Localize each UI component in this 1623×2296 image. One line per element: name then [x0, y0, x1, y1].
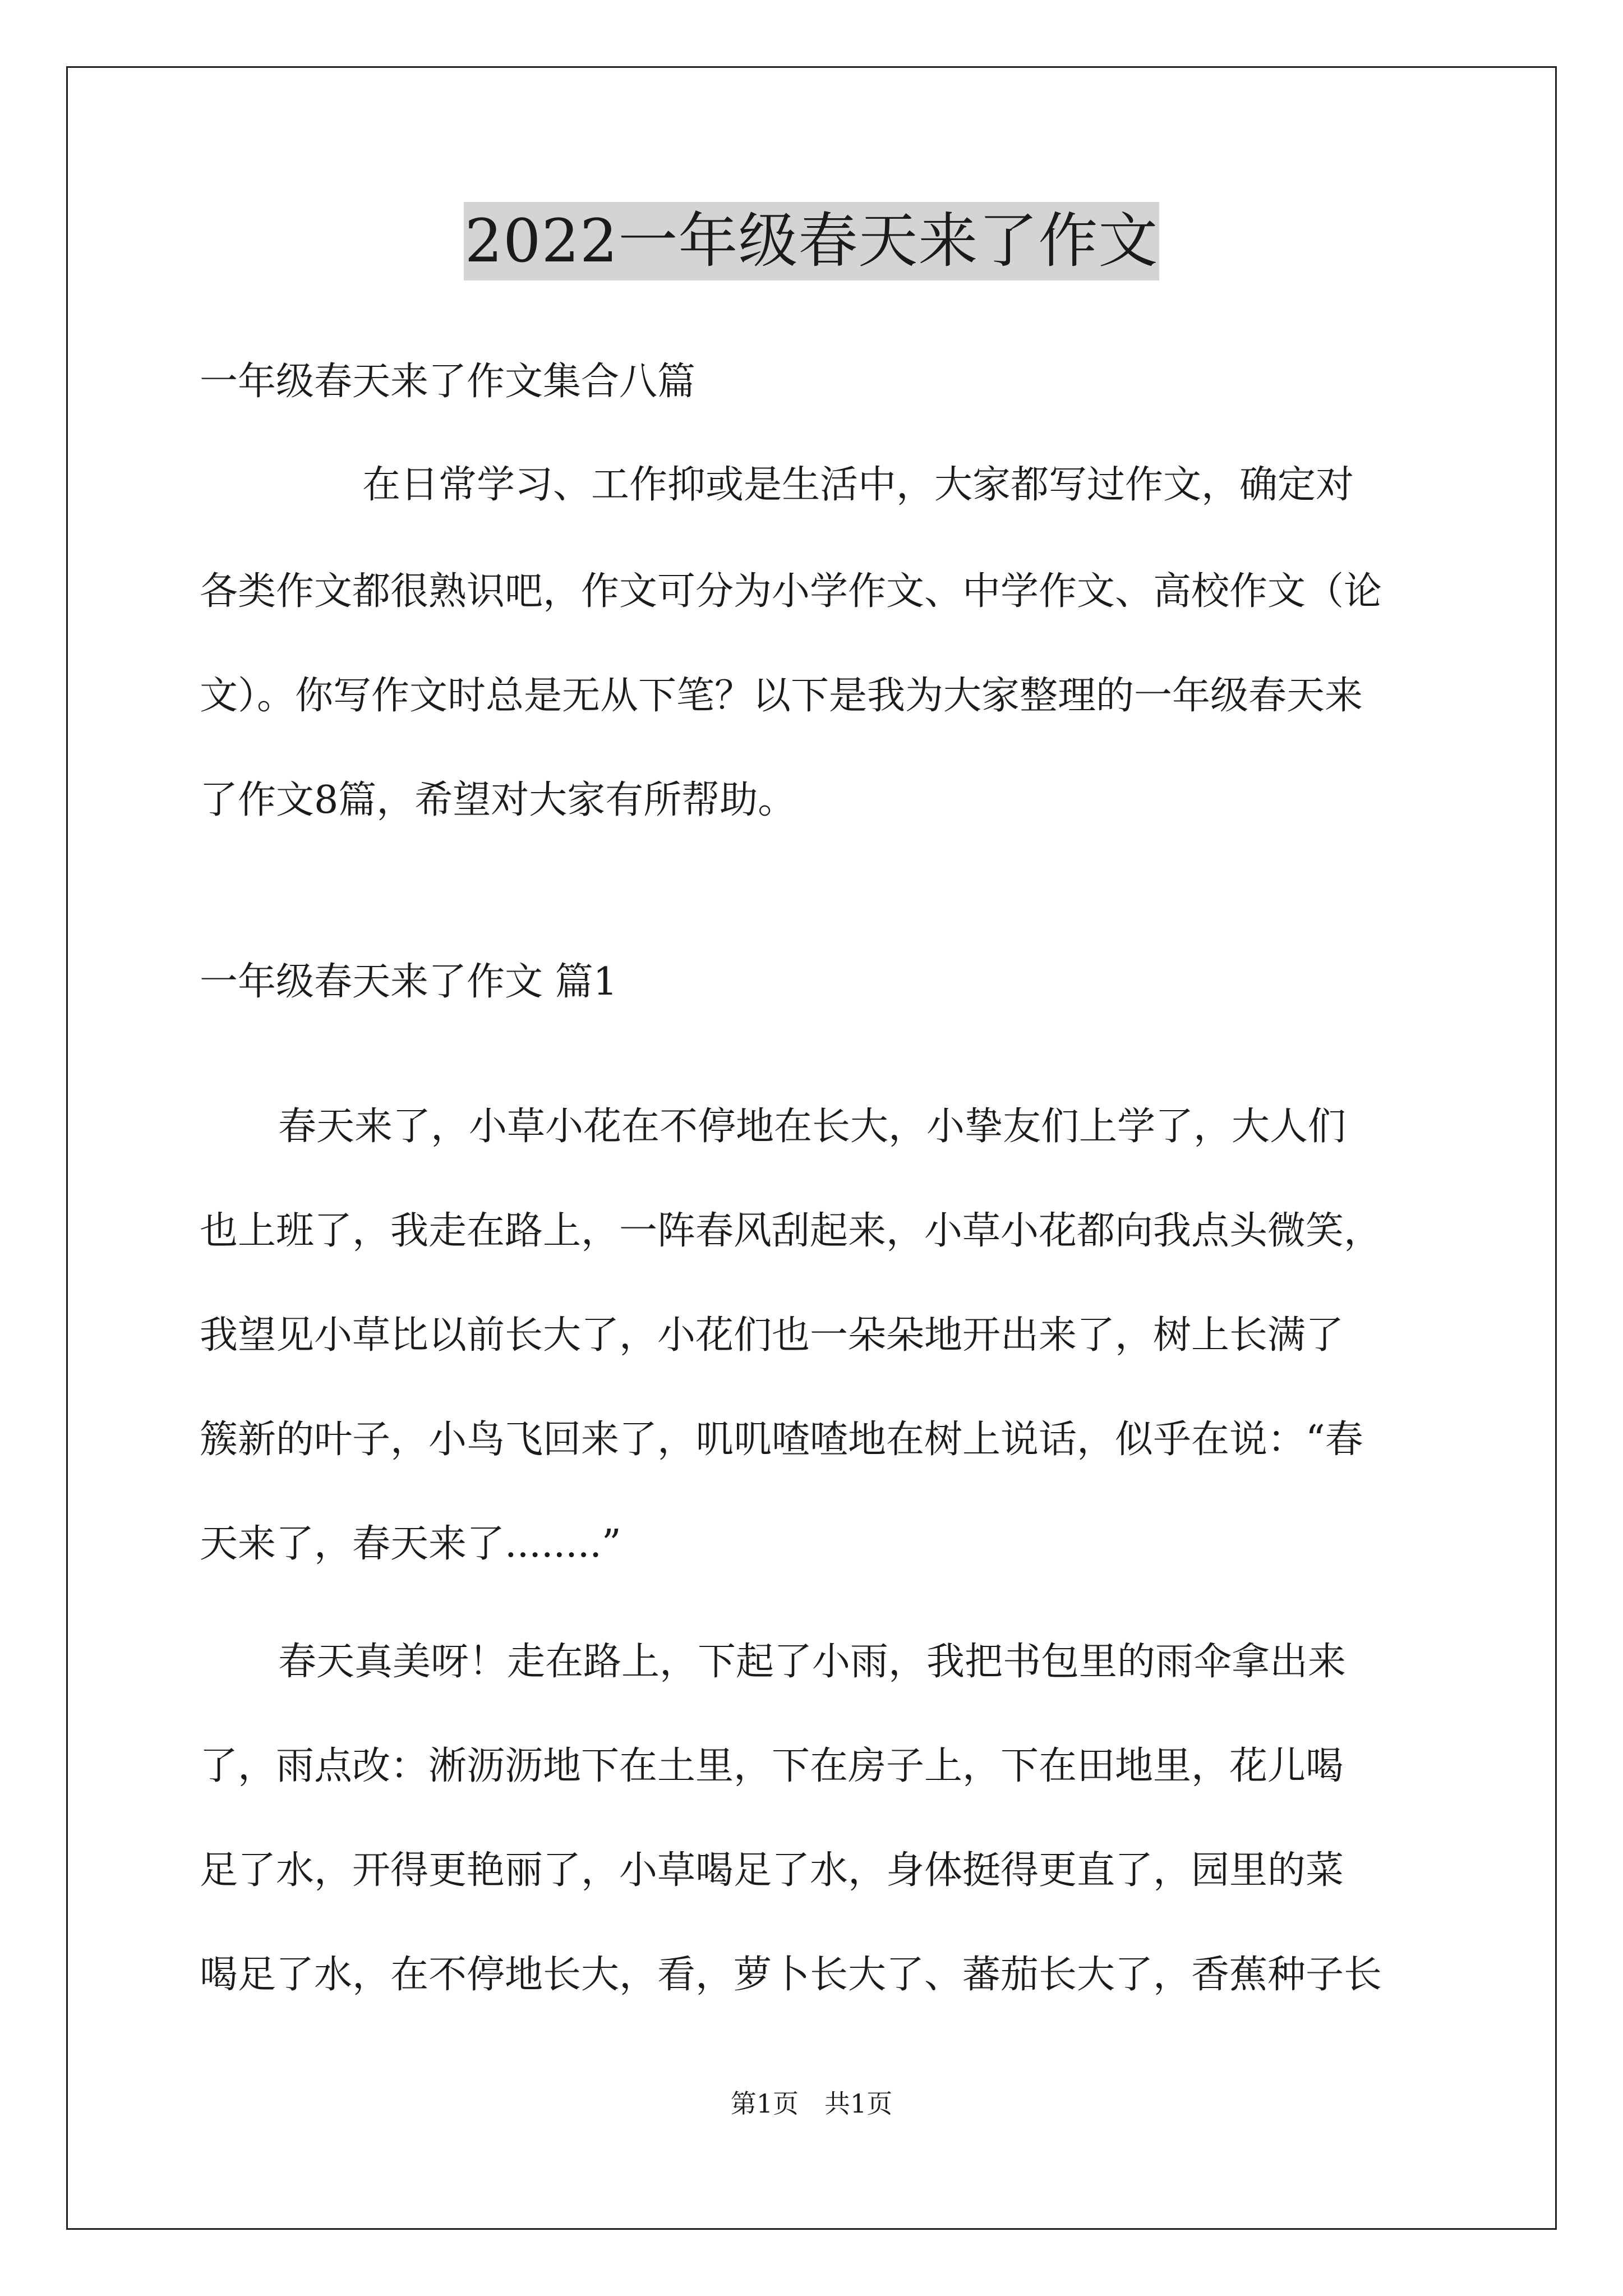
- paragraph-line: 簇新的叶子，小鸟飞回来了，叽叽喳喳地在树上说话，似乎在说：“春: [200, 1418, 1363, 1462]
- intro-line: 在日常学习、工作抑或是生活中，大家都写过作文，确定对: [362, 463, 1354, 507]
- paragraph-line: 了，雨点改：淅沥沥地下在土里，下在房子上，下在田地里，花儿喝: [200, 1744, 1344, 1788]
- document-subtitle: 一年级春天来了作文集合八篇: [200, 360, 696, 404]
- intro-line: 了作文8篇，希望对大家有所帮助。: [200, 778, 796, 822]
- paragraph-line: 春天真美呀！走在路上，下起了小雨，我把书包里的雨伞拿出来: [278, 1640, 1347, 1684]
- paragraph-line: 天来了，春天来了........”: [200, 1522, 621, 1566]
- paragraph-line: 春天来了，小草小花在不停地在长大，小挚友们上学了，大人们: [278, 1105, 1347, 1149]
- document-title: 2022一年级春天来了作文: [464, 202, 1160, 280]
- page-footer: 第1页 共1页: [730, 2088, 893, 2119]
- paragraph-line: 也上班了，我走在路上，一阵春风刮起来，小草小花都向我点头微笑，: [200, 1209, 1382, 1253]
- paragraph-line: 我望见小草比以前长大了，小花们也一朵朵地开出来了，树上长满了: [200, 1313, 1344, 1358]
- intro-line: 文）。你写作文时总是无从下笔？以下是我为大家整理的一年级春天来: [200, 674, 1363, 718]
- intro-line: 各类作文都很熟识吧，作文可分为小学作文、中学作文、高校作文（论: [200, 569, 1382, 614]
- title-container: [0, 202, 1623, 280]
- paragraph-line: 喝足了水，在不停地长大，看，萝卜长大了、蕃茄长大了，香蕉种子长: [200, 1953, 1382, 1997]
- section-heading: 一年级春天来了作文 篇1: [200, 960, 617, 1004]
- paragraph-line: 足了水，开得更艳丽了，小草喝足了水，身体挺得更直了，园里的菜: [200, 1848, 1344, 1893]
